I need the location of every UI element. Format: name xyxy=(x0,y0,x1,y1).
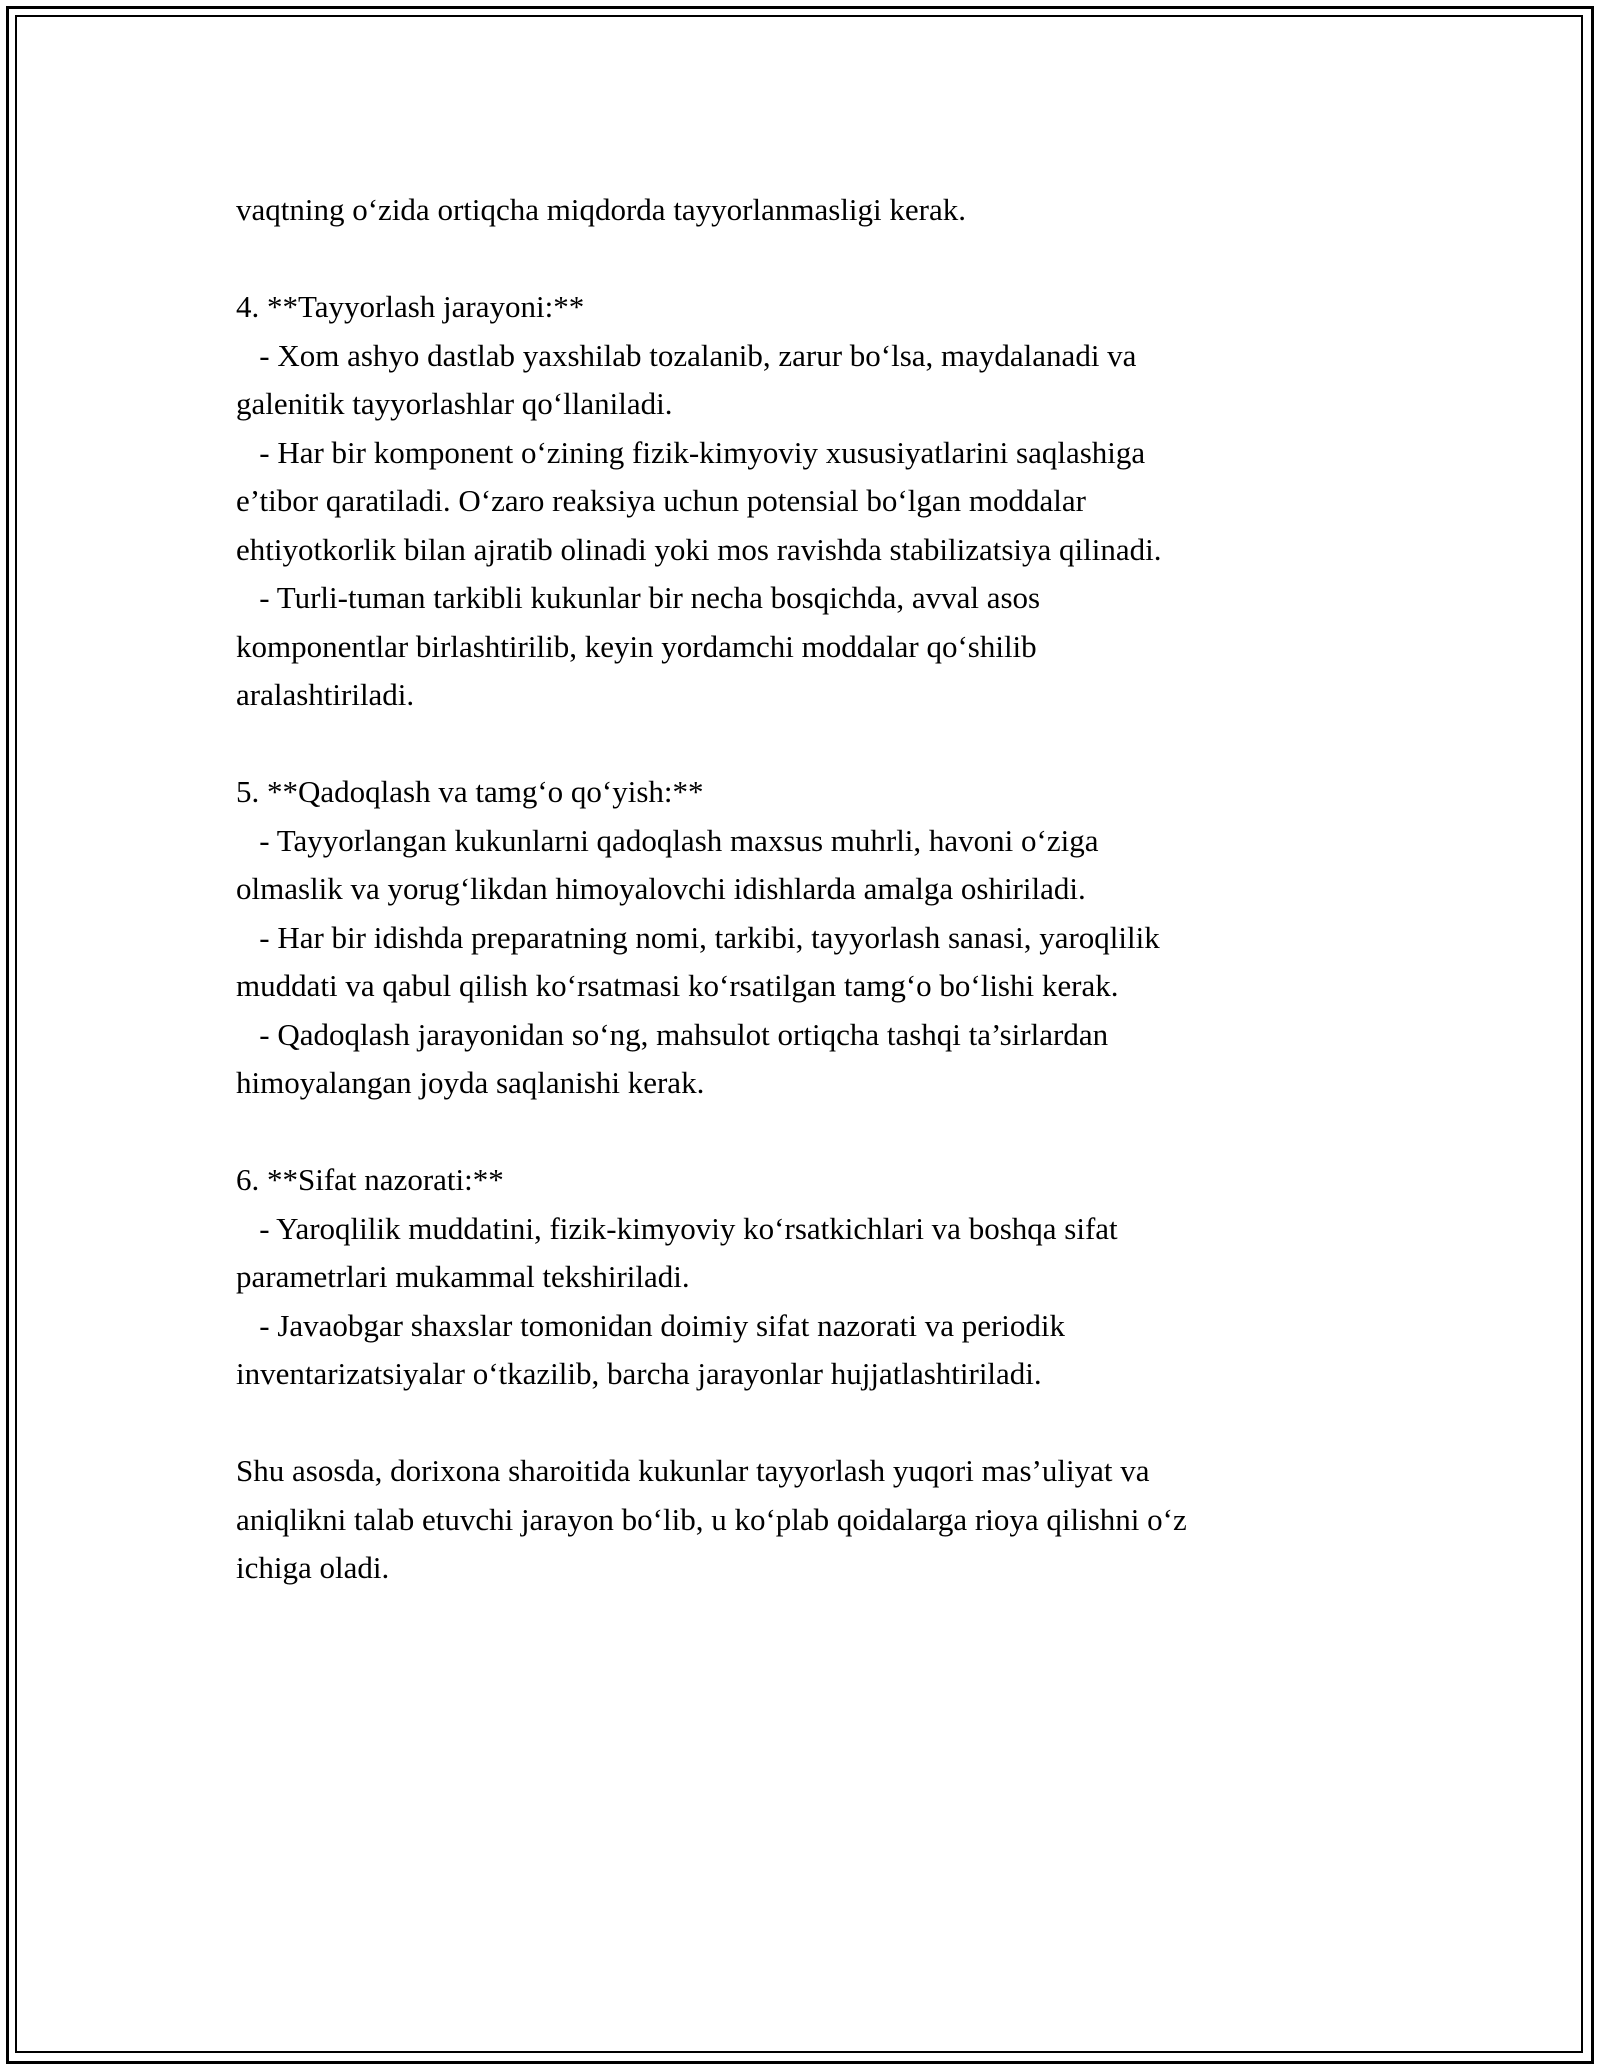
paragraph-gap xyxy=(236,720,1376,769)
text-line: - Turli-tuman tarkibli kukunlar bir necha bosqichda, avval asos xyxy=(236,580,1041,615)
text-line: galenitik tayyorlashlar qo‘llaniladi. xyxy=(236,386,673,421)
text-line: ichiga oladi. xyxy=(236,1550,390,1585)
paragraph-gap xyxy=(236,1399,1376,1448)
text-line: aniqlikni talab etuvchi jarayon bo‘lib, u ko‘plab qoidalarga rioya qilishni o‘z xyxy=(236,1501,1187,1537)
text-line: Shu asosda, dorixona sharoitida kukunlar tayyorlash yuqori mas’uliyat va xyxy=(236,1453,1150,1488)
paragraph-gap xyxy=(236,235,1376,284)
section-heading: 4. **Tayyorlash jarayoni:** xyxy=(236,289,585,324)
text-line: e’tibor qaratiladi. O‘zaro reaksiya uchun potensial bo‘lgan moddalar xyxy=(236,483,1086,518)
text-line: muddati va qabul qilish ko‘rsatmasi ko‘rsatilgan tamg‘o bo‘lishi kerak. xyxy=(236,968,1119,1003)
text-line: himoyalangan joyda saqlanishi kerak. xyxy=(236,1065,705,1100)
text-line: - Har bir idishda preparatning nomi, tarkibi, tayyorlash sanasi, yaroqlilik xyxy=(236,919,1160,955)
section-qadoqlash xyxy=(236,768,1376,1108)
text-line: ehtiyotkorlik bilan ajratib olinadi yoki mos ravishda stabilizatsiya qilinadi. xyxy=(236,531,1162,567)
text-line: olmaslik va yorug‘likdan himoyalovchi idishlarda amalga oshiriladi. xyxy=(236,871,1086,906)
section-tayyorlash xyxy=(236,283,1376,720)
text-line: - Qadoqlash jarayonidan so‘ng, mahsulot ortiqcha tashqi ta’sirlardan xyxy=(236,1016,1109,1052)
section-heading: 5. **Qadoqlash va tamg‘o qo‘yish:** xyxy=(236,774,704,809)
text-line: - Javaobgar shaxslar tomonidan doimiy sifat nazorati va periodik xyxy=(236,1307,1066,1343)
text-line: aralashtiriladi. xyxy=(236,677,415,712)
intro-tail-line: vaqtning o‘zida ortiqcha miqdorda tayyorlanmasligi kerak. xyxy=(236,192,966,227)
section-sifat-nazorati xyxy=(236,1156,1376,1399)
section-heading: 6. **Sifat nazorati:** xyxy=(236,1162,504,1197)
text-line: - Xom ashyo dastlab yaxshilab tozalanib, zarur bo‘lsa, maydalanadi va xyxy=(236,337,1137,373)
conclusion-paragraph xyxy=(236,1447,1376,1593)
document-body xyxy=(236,186,1376,1593)
text-line: parametrlari mukammal tekshiriladi. xyxy=(236,1259,690,1294)
text-line: - Har bir komponent o‘zining fizik-kimyoviy xususiyatlarini saqlashiga xyxy=(236,434,1146,470)
text-line: - Tayyorlangan kukunlarni qadoqlash maxsus muhrli, havoni o‘ziga xyxy=(236,822,1099,858)
text-line: komponentlar birlashtirilib, keyin yordamchi moddalar qo‘shilib xyxy=(236,628,1037,664)
paragraph-gap xyxy=(236,1108,1376,1157)
text-line: - Yaroqlilik muddatini, fizik-kimyoviy ko‘rsatkichlari va boshqa sifat xyxy=(236,1210,1118,1246)
text-line: inventarizatsiyalar o‘tkazilib, barcha jarayonlar hujjatlashtiriladi. xyxy=(236,1356,1042,1391)
